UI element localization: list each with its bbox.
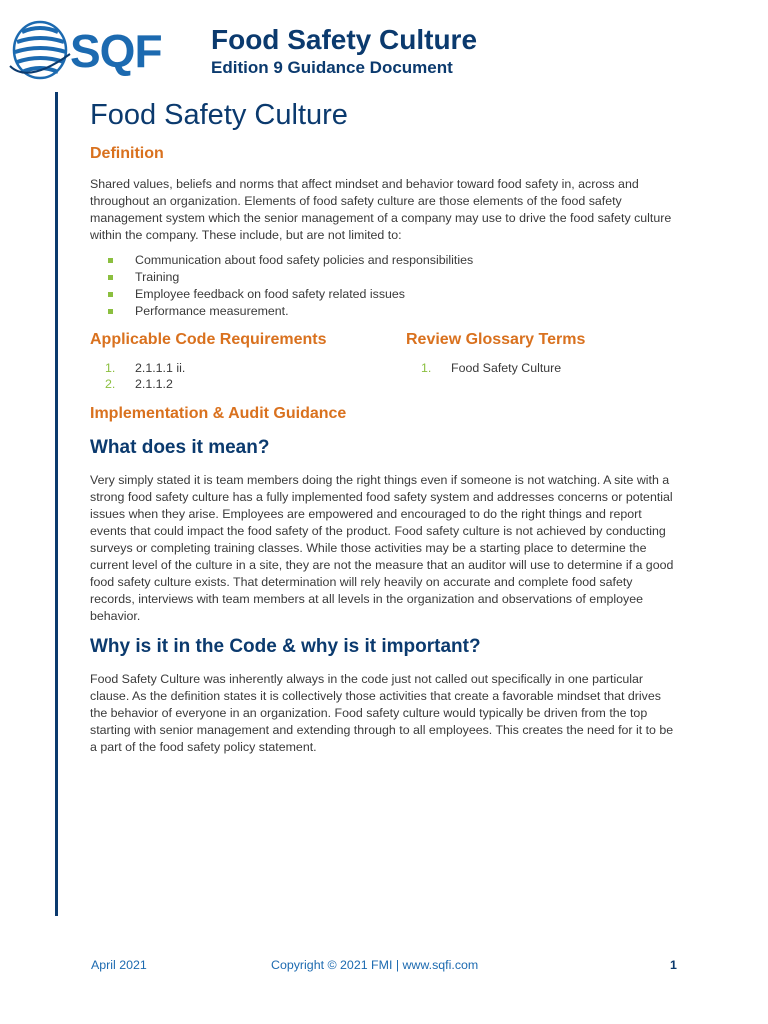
glossary-list — [406, 360, 680, 376]
definition-text: Shared values, beliefs and norms that affect mindset and behavior toward food safety in, across and throughout an organization. Elements of food safety culture are those elements of the food safety management system which the senior management of a company may use to drive the food safety culture within the company. These include, but are not limited to: — [90, 177, 672, 242]
list-item: 1. 2.1.1.1 ii. — [105, 361, 186, 375]
list-item: 1. Food Safety Culture — [421, 361, 562, 375]
glossary-heading: Review Glossary Terms — [406, 331, 586, 348]
bullet-square-icon — [108, 258, 113, 263]
bullet-square-icon — [108, 309, 113, 314]
page-footer — [0, 958, 768, 982]
list-item: Employee feedback on food safety related issues — [108, 286, 680, 303]
list-item: Performance measurement. — [108, 303, 680, 320]
footer-date: April 2021 — [91, 958, 147, 972]
code-requirements-list — [90, 360, 406, 392]
page-title: Food Safety Culture — [90, 99, 348, 131]
margin-rule — [55, 92, 58, 916]
globe-icon — [8, 14, 72, 84]
list-item: Training — [108, 269, 680, 286]
code-requirements — [90, 330, 406, 392]
why-heading: Why is it in the Code & why is it important? — [90, 636, 481, 657]
document-subtitle: Edition 9 Guidance Document — [211, 58, 453, 77]
why-text: Food Safety Culture was inherently always in the code just not called out specifically in one particular clause. As the definition states it is collectively those activities that create a favorable mindset that drives the behavior of everyone in an organization. Food safety culture would typically be driven from the top starting with senior management and extending through to all employees. This creates the need for it to be a part of the food safety policy statement. — [90, 672, 674, 754]
list-item: 2. 2.1.1.2 — [105, 377, 173, 391]
footer-copyright: Copyright © 2021 FMI | www.sqfi.com — [271, 958, 479, 972]
what-heading: What does it mean? — [90, 437, 270, 458]
requirements-glossary-section — [90, 330, 680, 392]
bullet-square-icon — [108, 292, 113, 297]
glossary-terms — [406, 330, 680, 392]
document-title: Food Safety Culture — [211, 24, 478, 55]
bullet-square-icon — [108, 275, 113, 280]
page-header — [0, 0, 768, 92]
definition-heading: Definition — [90, 145, 164, 162]
code-requirements-heading: Applicable Code Requirements — [90, 331, 327, 348]
what-text: Very simply stated it is team members doing the right things even if someone is not watching. A site with a strong food safety culture has a fully implemented food safety system and addresses concerns or potential issues when they arise. Employees are empowered and encouraged to do the right things and report events that could impact the food safety of the product. Food safety culture is not achieved by conducting surveys or completing training classes. While those activities may be a starting place to determine the current level of the culture in a site, they are not the measure that an auditor will use to determine if a good food safety culture exists. That determination will rely heavily on accurate and complete food safety records, interviews with team members at all levels in the organization and observations of employee behavior. — [90, 473, 674, 623]
page-number: 1 — [670, 958, 677, 972]
implementation-heading: Implementation & Audit Guidance — [90, 405, 347, 422]
list-item: Communication about food safety policies and responsibilities — [108, 252, 680, 269]
sqf-logo — [8, 14, 168, 84]
definition-list — [90, 252, 680, 320]
logo-wordmark: SQF — [70, 25, 162, 77]
main-content — [90, 92, 680, 764]
